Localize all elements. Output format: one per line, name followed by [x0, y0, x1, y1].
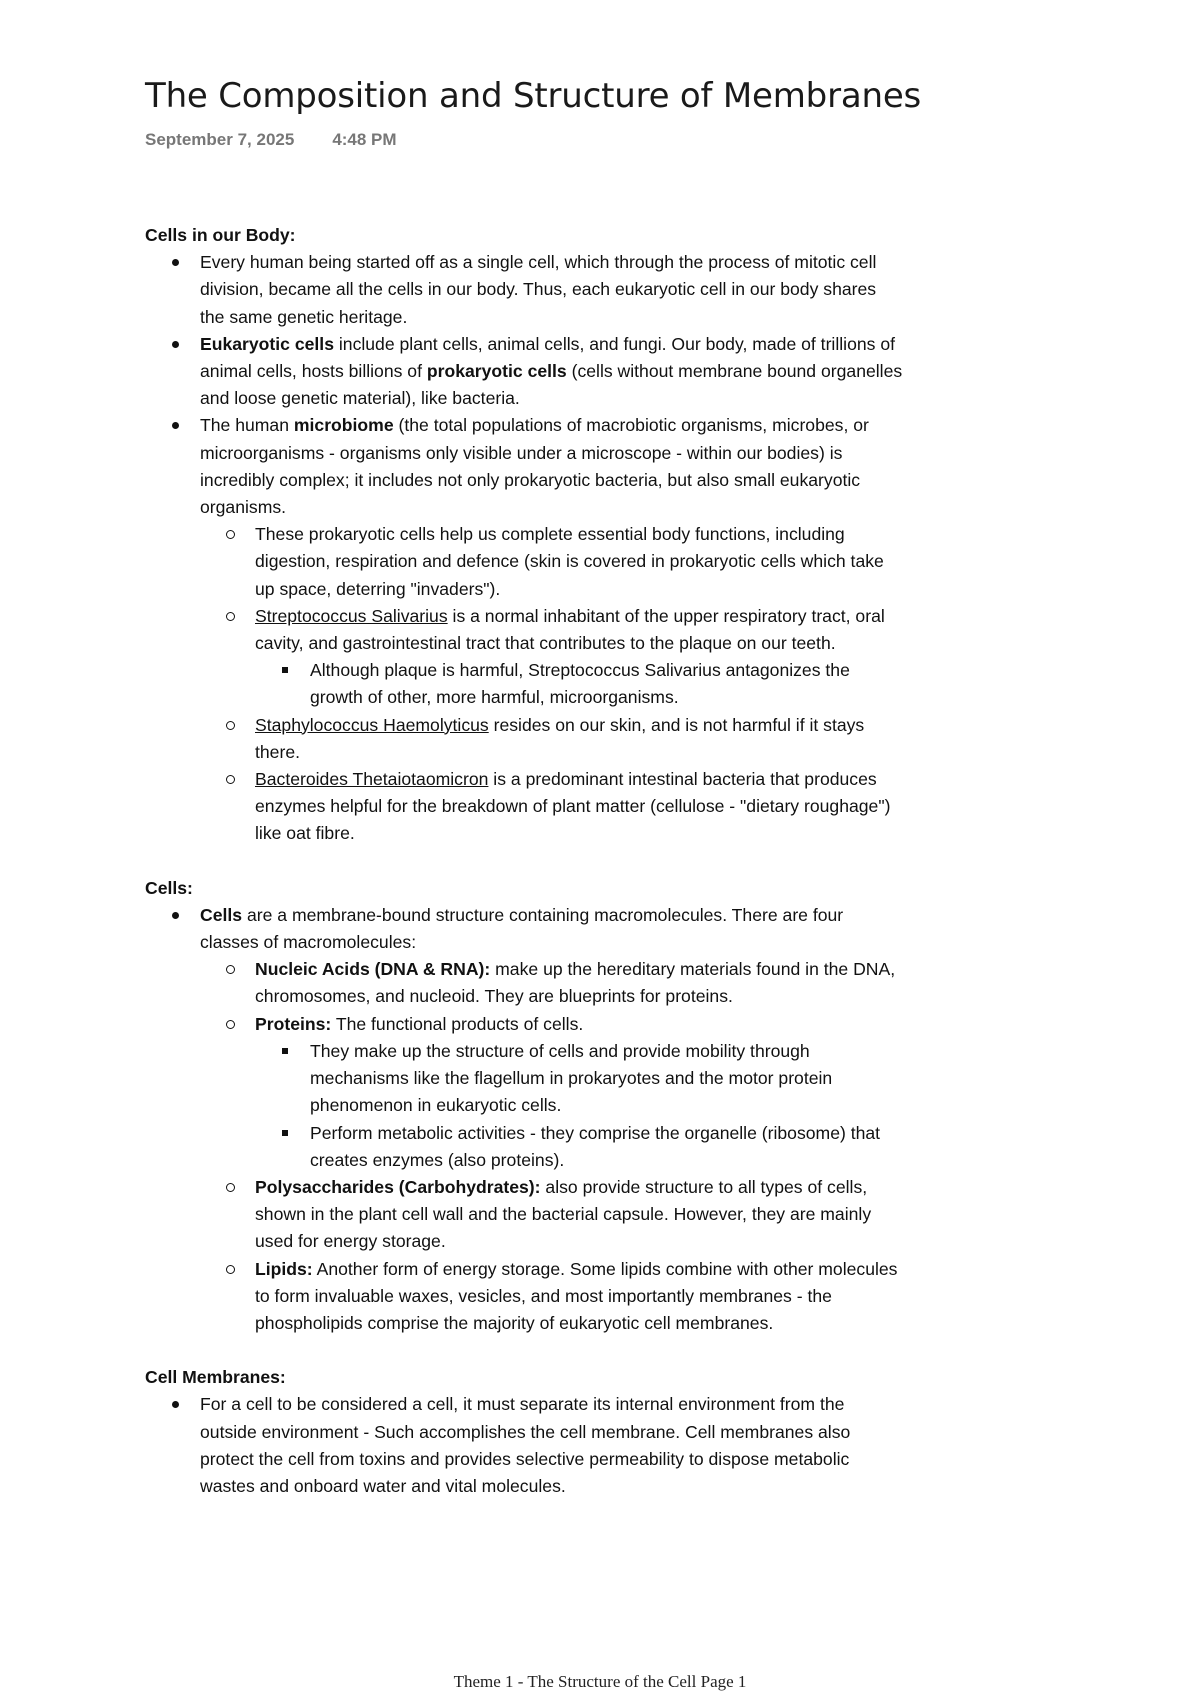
list-item-text: make up the hereditary materials found in the DNA, chromosomes, and nucleoid. They are blueprints for proteins. [255, 959, 896, 1007]
underlined-term: Streptococcus Salivarius [255, 605, 448, 626]
list-item-text: are a membrane-bound structure containing macromolecules. There are four classes of macromolecules: [200, 904, 844, 953]
bold-term: Lipids: [255, 1258, 313, 1279]
underlined-term: Staphylococcus Haemolyticus [255, 714, 489, 735]
list-item-text: The human [200, 415, 294, 436]
section-gap [145, 848, 905, 875]
sub-sub-bullet-list [255, 1038, 905, 1174]
list-item [145, 412, 905, 847]
list-item-text: The functional products of cells. [331, 1013, 584, 1034]
list-item [145, 331, 905, 413]
page-time: 4:48 PM [332, 130, 397, 149]
section-heading-cell-membranes: Cell Membranes: [145, 1367, 286, 1388]
page-date: September 7, 2025 [145, 130, 295, 149]
bold-term: Nucleic Acids (DNA & RNA): [255, 959, 491, 980]
sub-sub-list-item [255, 657, 905, 711]
bullet-list [145, 1391, 905, 1500]
sub-sub-list-item [255, 1120, 905, 1174]
sub-sub-bullet-list [255, 657, 905, 711]
bold-term: Eukaryotic cells [200, 333, 334, 354]
bullet-list [145, 902, 905, 1337]
page-content [145, 222, 905, 1500]
page-title: The Composition and Structure of Membranes [145, 76, 922, 116]
sub-list-item [200, 766, 905, 848]
section-heading-cells-in-body: Cells in our Body: [145, 225, 296, 245]
sub-sub-list-item [255, 1038, 905, 1120]
list-item-text: For a cell to be considered a cell, it must separate its internal environment from the outside environment - Such accomplishes the cell membrane. Cell membranes also protect the cell from toxins and provides selective permeability to dispose metabolic wastes and onboard water and vital molecules. [200, 1394, 851, 1496]
list-item-text: Perform metabolic activities - they comprise the organelle (ribosome) that creates enzymes (also proteins). [310, 1122, 881, 1170]
bold-term: Cells [200, 904, 243, 925]
bullet-list [145, 249, 905, 847]
list-item-text: Every human being started off as a single cell, which through the process of mitotic cell division, became all the cells in our body. Thus, each eukaryotic cell in our body shares the same genetic heritage. [200, 252, 877, 327]
page-meta [145, 130, 397, 150]
underlined-term: Bacteroides Thetaiotaomicron [255, 769, 489, 790]
list-item-text: is a predominant intestinal bacteria that produces enzymes helpful for the breakdown of plant matter (cellulose - "dietary roughage") like oat fibre. [255, 769, 891, 844]
bold-term: prokaryotic cells [426, 361, 567, 382]
sub-list-item [200, 956, 905, 1010]
sub-list-item [200, 712, 905, 766]
sub-list-item [200, 1011, 905, 1174]
sub-list-item [200, 1256, 905, 1338]
sub-list-item [200, 603, 905, 712]
bold-term: Proteins: [255, 1013, 332, 1034]
list-item [145, 902, 905, 1337]
sub-bullet-list [200, 521, 905, 847]
list-item-text: also provide structure to all types of cells, shown in the plant cell wall and the bacterial capsule. However, they are mainly used for energy storage. [255, 1176, 872, 1252]
sub-list-item [200, 521, 905, 603]
bold-term: microbiome [293, 415, 394, 436]
list-item-text: include plant cells, animal cells, and fungi. Our body, made of trillions of animal cells, hosts billions of [200, 333, 895, 382]
list-item-text: These prokaryotic cells help us complete essential body functions, including digestion, respiration and defence (skin is covered in prokaryotic cells which take up space, deterring "invaders"). [255, 524, 884, 599]
list-item-text: (the total populations of macrobiotic organisms, microbes, or microorganisms - organisms only visible under a microscope - within our bodies) is incredibly complex; it includes not only prokaryotic bacteria, but also small eukaryotic organisms. [200, 415, 869, 518]
list-item-text: Another form of energy storage. Some lipids combine with other molecules to form invaluable waxes, vesicles, and most importantly membranes - the phospholipids comprise the majority of eukaryotic cell membranes. [255, 1258, 898, 1333]
section-gap [145, 1337, 905, 1364]
bold-term: Polysaccharides (Carbohydrates): [255, 1176, 541, 1197]
list-item-text: resides on our skin, and is not harmful if it stays there. [255, 714, 865, 762]
list-item [145, 249, 905, 331]
list-item-text: They make up the structure of cells and provide mobility through mechanisms like the flagellum in prokaryotes and the motor protein phenomenon in eukaryotic cells. [310, 1040, 833, 1116]
page-footer: Theme 1 - The Structure of the Cell Page 1 [453, 1672, 747, 1691]
sub-list-item [200, 1174, 905, 1256]
list-item-text: is a normal inhabitant of the upper respiratory tract, oral cavity, and gastrointestinal tract that contributes to the plaque on our teeth. [255, 605, 885, 654]
list-item-text: Although plaque is harmful, Streptococcus Salivarius antagonizes the growth of other, more harmful, microorganisms. [310, 660, 850, 708]
sub-bullet-list [200, 956, 905, 1337]
list-item [145, 1391, 905, 1500]
list-item-text: (cells without membrane bound organelles and loose genetic material), like bacteria. [200, 361, 903, 409]
section-heading-cells: Cells: [145, 877, 193, 898]
